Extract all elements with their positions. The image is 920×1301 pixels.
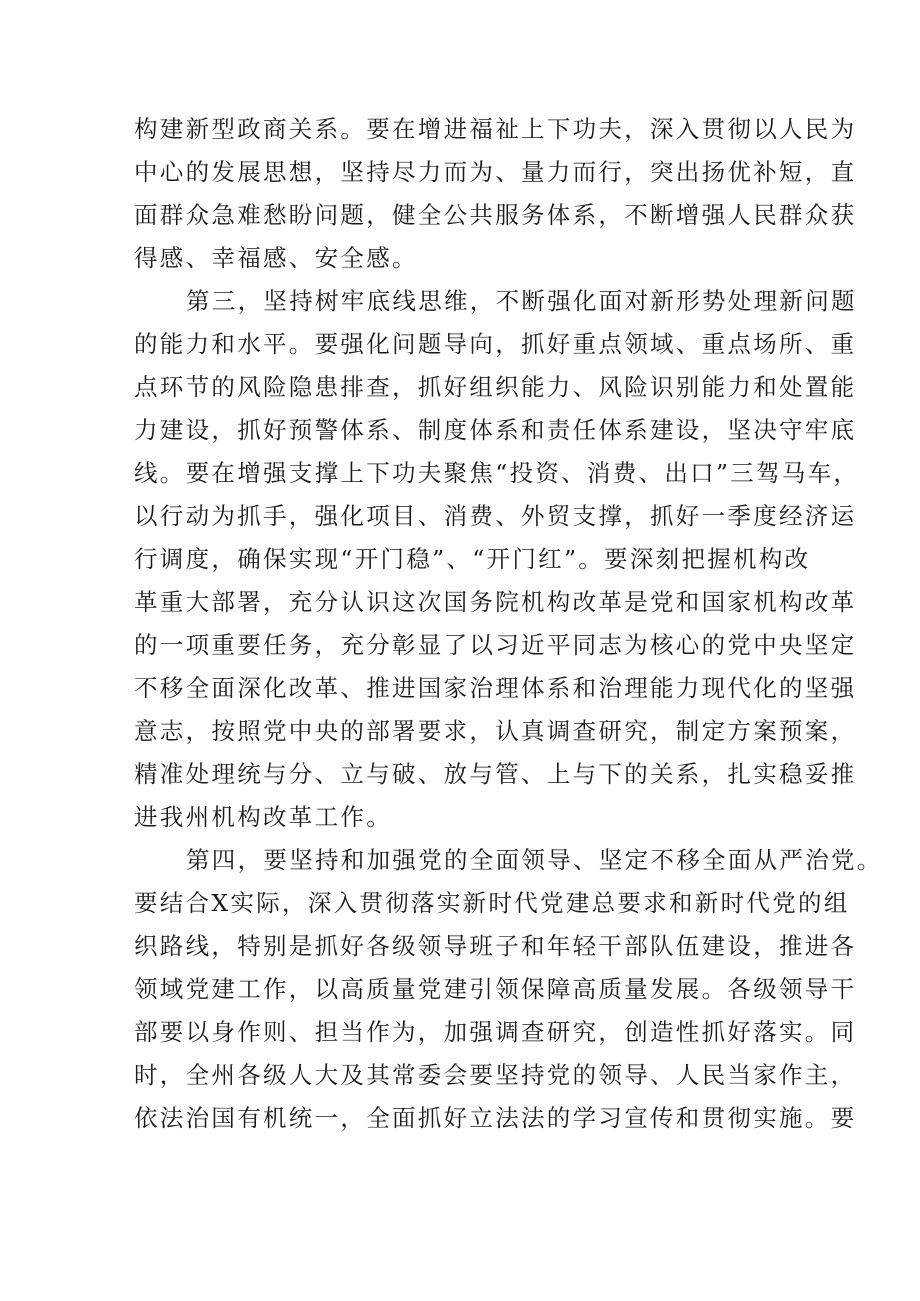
text-line: 革重大部署，充分认识这次国务院机构改革是党和国家机构改革 xyxy=(134,588,857,616)
text-line: 面群众急难愁盼问题，健全公共服务体系，不断增强人民群众获 xyxy=(134,201,857,229)
text-line: 要结合X实际，深入贯彻落实新时代党建总要求和新时代党的组 xyxy=(134,889,850,917)
text-line: 力建设，抓好预警体系、制度体系和责任体系建设，坚决守牢底 xyxy=(134,416,857,444)
text-line: 得感、幸福感、安全感。 xyxy=(134,244,418,272)
text-line: 构建新型政商关系。要在增进福祉上下功夫，深入贯彻以人民为 xyxy=(134,115,857,143)
document-body xyxy=(134,108,883,1140)
text-line: 的一项重要任务，充分彰显了以习近平同志为核心的党中央坚定 xyxy=(134,631,857,659)
text-line: 领域党建工作，以高质量党建引领保障高质量发展。各级领导干 xyxy=(134,975,857,1003)
text-line: 线。要在增强支撑上下功夫聚焦“投资、消费、出口”三驾马车， xyxy=(134,459,860,487)
paragraph-first-line: 第四，要坚持和加强党的全面领导、坚定不移全面从严治党。 xyxy=(186,846,883,874)
text-line: 以行动为抓手，强化项目、消费、外贸支撑，抓好一季度经济运 xyxy=(134,502,857,530)
text-line: 意志，按照党中央的部署要求，认真调查研究，制定方案预案， xyxy=(134,717,857,745)
text-line: 不移全面深化改革、推进国家治理体系和治理能力现代化的坚强 xyxy=(134,674,857,702)
text-line: 依法治国有机统一，全面抓好立法法的学习宣传和贯彻实施。要 xyxy=(134,1104,857,1132)
text-line: 的能力和水平。要强化问题导向，抓好重点领域、重点场所、重 xyxy=(134,330,857,358)
text-line: 进我州机构改革工作。 xyxy=(134,803,392,831)
text-line: 点环节的风险隐患排查，抓好组织能力、风险识别能力和处置能 xyxy=(134,373,857,401)
text-line: 部要以身作则、担当作为，加强调查研究，创造性抓好落实。同 xyxy=(134,1018,857,1046)
paragraph-first-line: 第三，坚持树牢底线思维，不断强化面对新形势处理新问题 xyxy=(186,287,857,315)
text-line: 行调度，确保实现“开门稳”、“开门红”。要深刻把握机构改 xyxy=(134,545,811,573)
text-line: 中心的发展思想，坚持尽力而为、量力而行，突出扬优补短，直 xyxy=(134,158,857,186)
text-line: 织路线，特别是抓好各级领导班子和年轻干部队伍建设，推进各 xyxy=(134,932,857,960)
text-line: 精准处理统与分、立与破、放与管、上与下的关系，扎实稳妥推 xyxy=(134,760,857,788)
text-line: 时，全州各级人大及其常委会要坚持党的领导、人民当家作主， xyxy=(134,1061,857,1089)
